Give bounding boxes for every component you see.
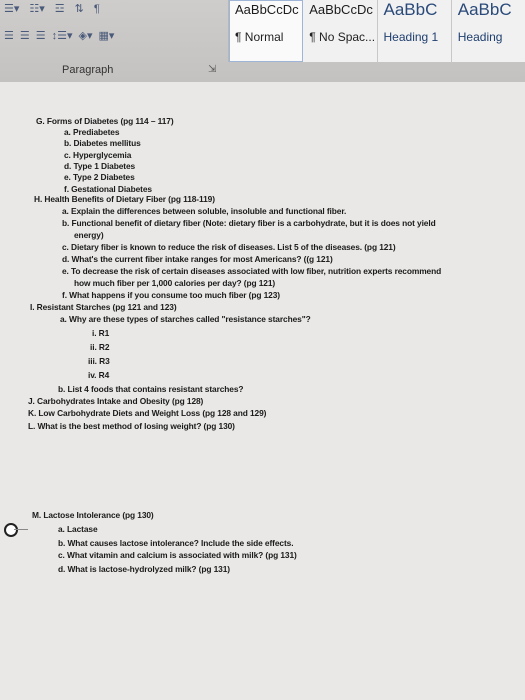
numbering-icon[interactable]: ☷▾ [29,3,45,15]
selection-handle-icon[interactable] [4,523,18,537]
outline-item: M. Lactose Intolerance (pg 130) [32,510,154,520]
style-no-spacing[interactable] [303,0,377,62]
align-center-icon[interactable]: ☰ [19,30,30,42]
dialog-launcher-icon[interactable]: ⇲ [208,64,217,75]
outline-item: G. Forms of Diabetes (pg 114 – 117) [36,116,174,126]
style-name: Heading 1 [383,30,439,44]
selection-guide [14,529,28,530]
outline-item: d. Type 1 Diabetes [64,161,136,171]
outline-item: b. Functional benefit of dietary fiber (Note: dietary fiber is a carbohydrate, but it is does not yield [62,218,436,228]
outline-item: c. Hyperglycemia [64,150,132,160]
outline-item: d. What's the current fiber intake ranges for most Americans? ((g 121) [62,254,333,264]
outline-item: how much fiber per 1,000 calories per day? (pg 121) [74,278,276,288]
indent-icon[interactable]: ☲ [54,3,65,15]
style-sample: AaBbC [383,0,438,19]
pilcrow-icon[interactable]: ¶ [93,3,100,15]
outline-item: i. R1 [92,328,110,338]
shading-icon[interactable]: ◈▾ [78,30,93,42]
outline-item: b. Diabetes mellitus [64,138,141,148]
style-heading-1[interactable] [378,0,452,62]
outline-item: L. What is the best method of losing weight? (pg 130) [28,421,235,431]
sort-icon[interactable]: ⇅ [74,3,84,15]
document-page[interactable] [0,82,525,700]
bullets-icon[interactable]: ☰▾ [4,3,20,15]
outline-item: e. Type 2 Diabetes [64,172,135,182]
outline-item: ii. R2 [90,342,110,352]
styles-gallery [228,0,525,62]
outline-item: a. Why are these types of starches called "resistance starches"? [60,314,311,324]
outline-item: J. Carbohydrates Intake and Obesity (pg 128) [28,396,204,406]
outline-item: f. What happens if you consume too much fiber (pg 123) [62,290,280,300]
ribbon-tools-top [0,0,234,18]
paragraph-group-label: Paragraph [62,64,114,76]
outline-item: c. What vitamin and calcium is associated with milk? (pg 131) [58,550,297,560]
outline-item: a. Lactase [58,524,98,534]
outline-item: c. Dietary fiber is known to reduce the risk of diseases. List 5 of the diseases. (pg 121) [62,242,396,252]
outline-item: H. Health Benefits of Dietary Fiber (pg 118-119) [34,194,215,204]
outline-item: a. Prediabetes [64,127,120,137]
ribbon [0,0,525,83]
style-name: ¶ No Spac... [309,30,376,44]
align-right-icon[interactable]: ☰ [35,30,46,42]
style-heading-2[interactable] [452,0,525,62]
outline-item: K. Low Carbohydrate Diets and Weight Loss (pg 128 and 129) [28,408,267,418]
ribbon-tools-row [0,26,234,46]
outline-item: b. List 4 foods that contains resistant starches? [58,384,244,394]
outline-item: I. Resistant Starches (pg 121 and 123) [30,302,177,312]
borders-icon[interactable]: ▦▾ [98,30,115,42]
outline-item: energy) [74,230,104,240]
outline-item: f. Gestational Diabetes [64,184,152,194]
style-sample: AaBbCcDc [235,2,299,17]
style-name: Heading [457,30,503,44]
outline-item: a. Explain the differences between soluble, insoluble and functional fiber. [62,206,347,216]
outline-item: d. What is lactose-hydrolyzed milk? (pg 131) [58,564,230,574]
style-sample: AaBbCcDc [309,2,373,17]
outline-item: b. What causes lactose intolerance? Include the side effects. [58,538,294,548]
line-spacing-icon[interactable]: ↕☰▾ [51,30,73,42]
align-left-icon[interactable]: ☰ [4,30,14,42]
outline-item: e. To decrease the risk of certain diseases associated with low fiber, nutrition experts recommend [62,266,442,276]
style-name: ¶ Normal [235,30,284,44]
style-normal[interactable] [229,0,303,62]
outline-item: iii. R3 [88,356,110,366]
style-sample: AaBbC [457,0,512,19]
outline-item: iv. R4 [88,370,110,380]
